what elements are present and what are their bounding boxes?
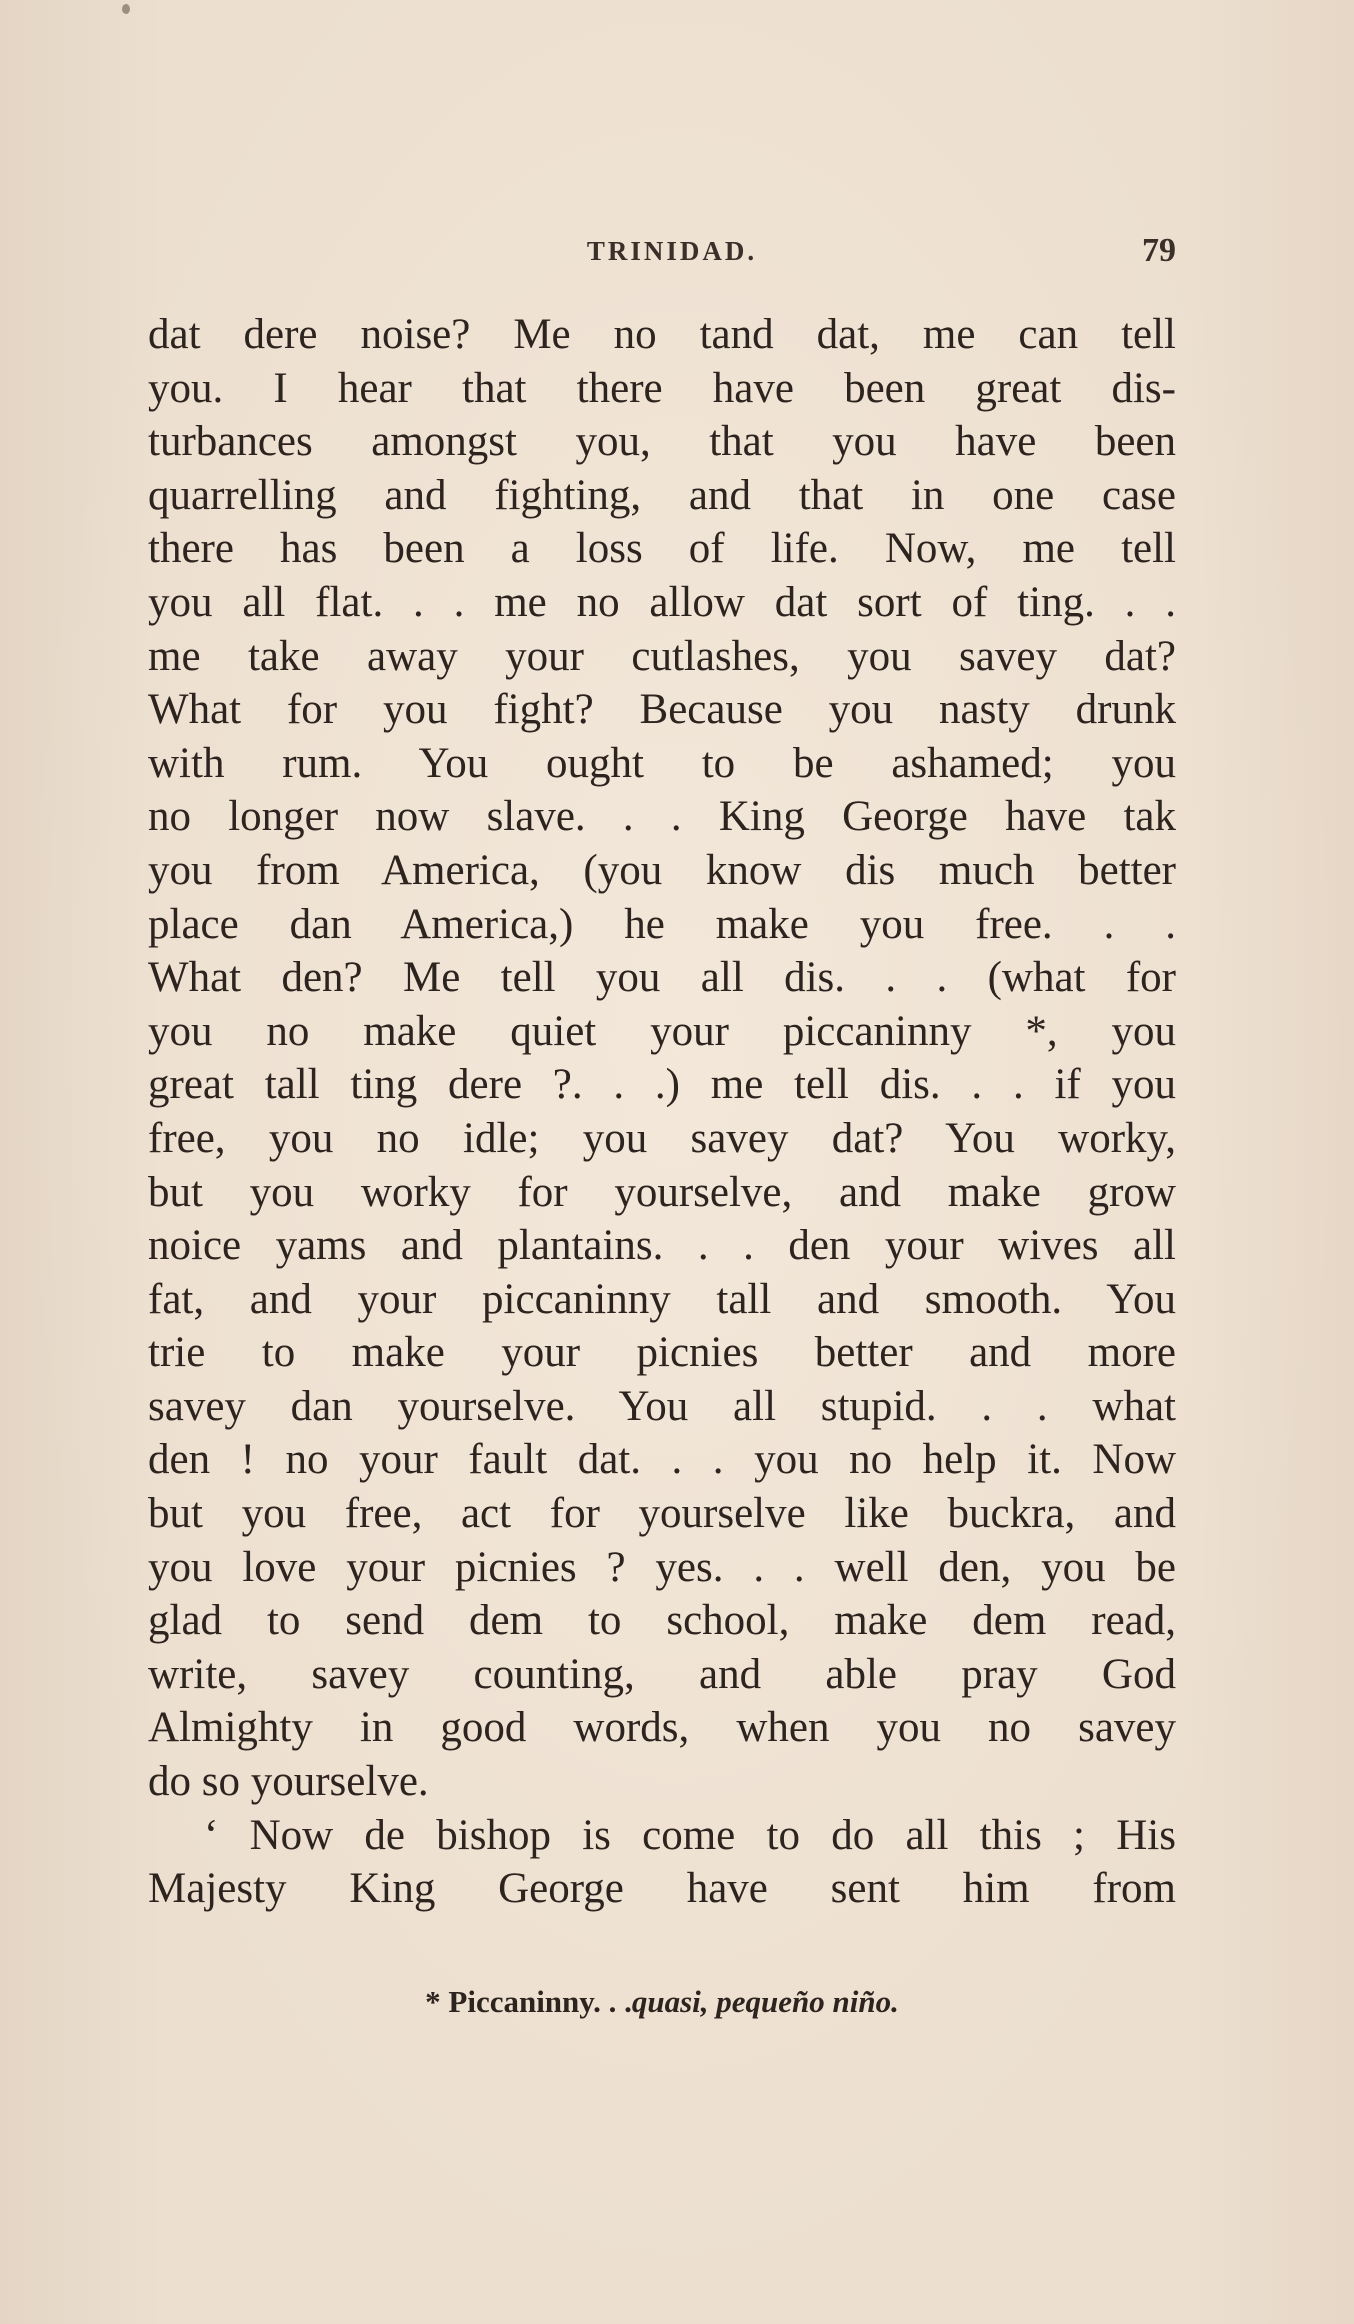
text-line: Almighty in good words, when you no savey — [148, 1704, 1176, 1752]
text-line: trie to make your picnies better and more — [148, 1329, 1176, 1377]
text-line: but you worky for yourselve, and make grow — [148, 1168, 1176, 1216]
ink-speck — [122, 4, 130, 14]
text-line: place dan America,) he make you free. . . — [148, 900, 1176, 948]
text-line: fat, and your piccaninny tall and smooth. You — [148, 1275, 1176, 1323]
text-line: turbances amongst you, that you have been — [148, 418, 1176, 466]
page-number: 79 — [1142, 232, 1176, 269]
text-line: ‘ Now de bishop is come to do all this ; His — [204, 1811, 1176, 1859]
text-line: quarrelling and fighting, and that in one case — [148, 471, 1176, 519]
text-line: me take away your cutlashes, you savey dat? — [148, 632, 1176, 680]
text-line: savey dan yourselve. You all stupid. . . what — [148, 1382, 1176, 1430]
text-line: no longer now slave. . . King George have tak — [148, 793, 1176, 841]
footnote-marker-text: * Piccaninny. . . — [425, 1984, 632, 2019]
text-line: but you free, act for yourselve like buckra, and — [148, 1490, 1176, 1538]
text-line: What for you fight? Because you nasty drunk — [148, 686, 1176, 734]
body-text — [148, 308, 1176, 1916]
text-line: noice yams and plantains. . . den your wives all — [148, 1222, 1176, 1270]
text-line: you from America, (you know dis much better — [148, 846, 1176, 894]
running-title: TRINIDAD. — [586, 236, 758, 266]
text-line: What den? Me tell you all dis. . . (what for — [148, 954, 1176, 1002]
text-line: you love your picnies ? yes. . . well den, you be — [148, 1543, 1176, 1591]
footnote-italic-text: quasi, pequeño niño. — [631, 1984, 899, 2019]
text-line: you. I hear that there have been great dis- — [148, 364, 1176, 412]
text-line: glad to send dem to school, make dem read, — [148, 1597, 1176, 1645]
footnote — [148, 1984, 1176, 2020]
text-line: there has been a loss of life. Now, me tell — [148, 525, 1176, 573]
text-line: write, savey counting, and able pray God — [148, 1650, 1176, 1698]
running-head — [148, 232, 1176, 280]
text-line: free, you no idle; you savey dat? You worky, — [148, 1114, 1176, 1162]
text-line: you all flat. . . me no allow dat sort of ting. . . — [148, 578, 1176, 626]
text-line: you no make quiet your piccaninny *, you — [148, 1007, 1176, 1055]
text-line: Majesty King George have sent him from — [148, 1865, 1176, 1913]
text-line: den ! no your fault dat. . . you no help it. Now — [148, 1436, 1176, 1484]
text-line: dat dere noise? Me no tand dat, me can tell — [148, 311, 1176, 358]
text-line: do so yourselve. — [148, 1758, 429, 1806]
text-line: with rum. You ought to be ashamed; you — [148, 739, 1176, 787]
text-line: great tall ting dere ?. . .) me tell dis. . . if you — [148, 1061, 1176, 1109]
